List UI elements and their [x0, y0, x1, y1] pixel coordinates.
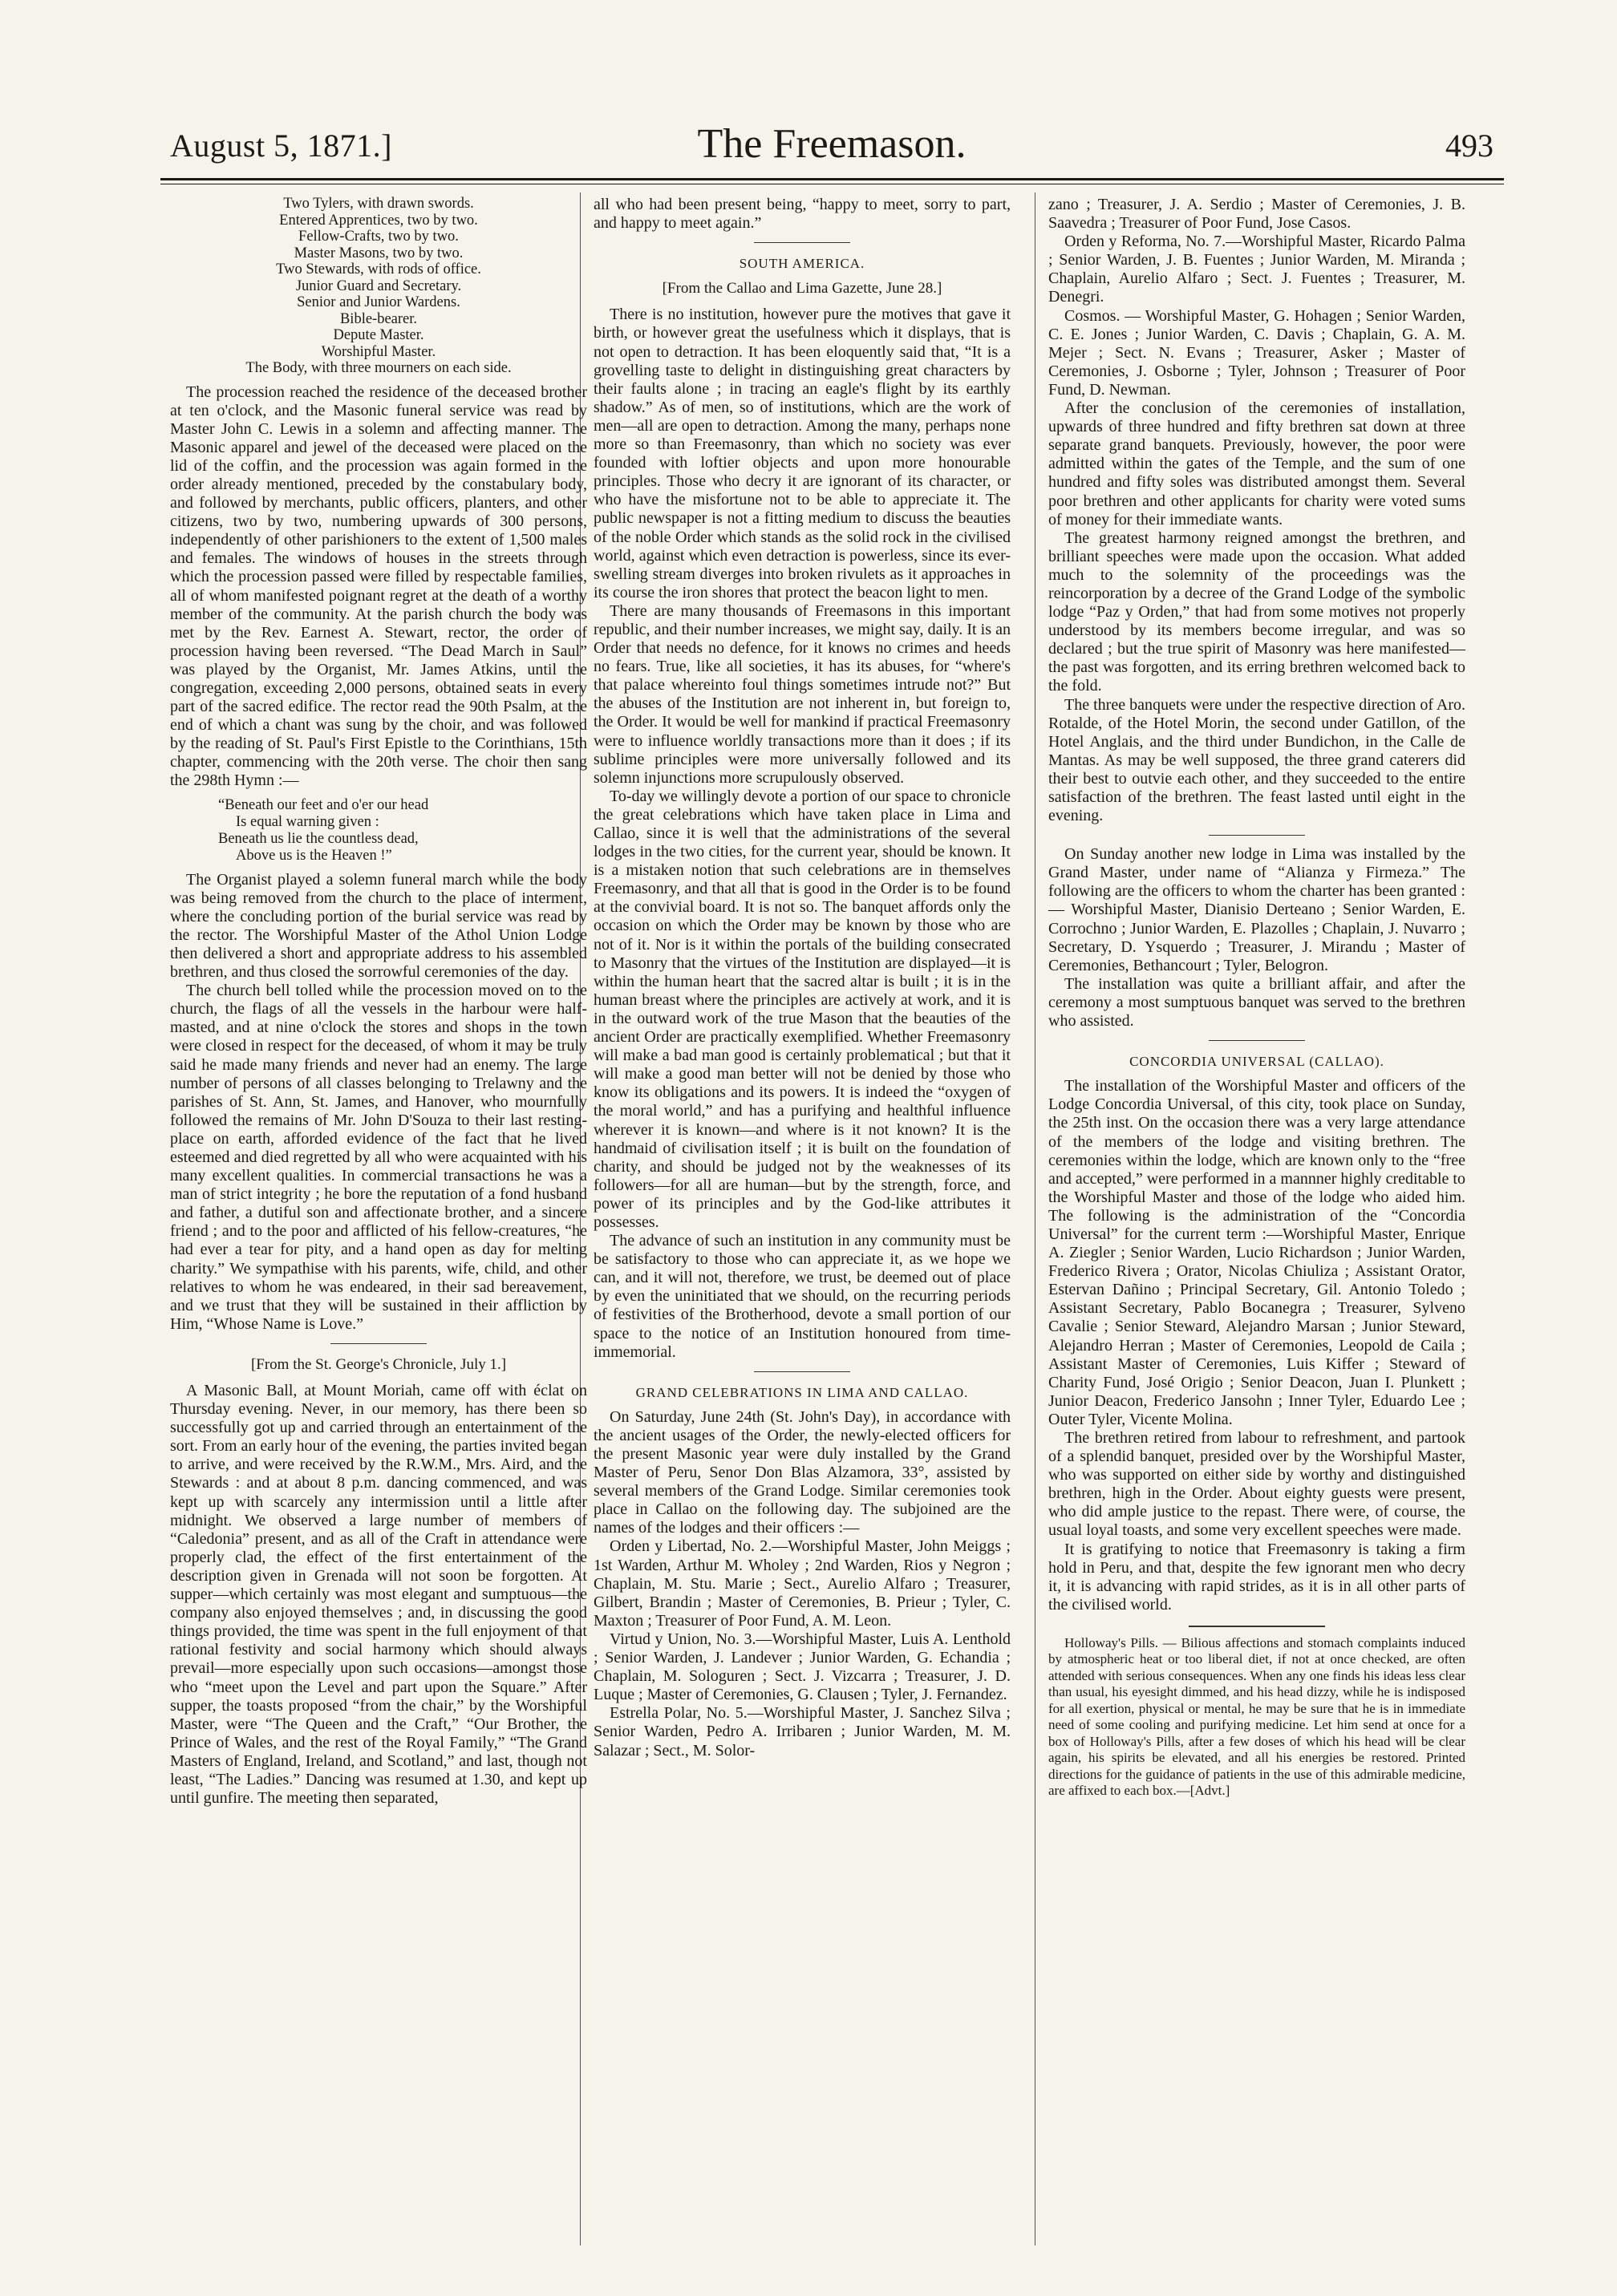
- paragraph: The brethren retired from labour to refreshment, and partook of a splendid banquet, presided over by the Worshipful Master, who was supported on either side by worthy and distinguished brethren, high in the Order. About eighty guests were present, who did ample justice to the repast. There were, of course, the usual loyal toasts, and some very excellent speeches were made.: [1048, 1429, 1465, 1540]
- paragraph: On Sunday another new lodge in Lima was installed by the Grand Master, under name of “Alianza y Firmeza.” The following are the officers to whom the charter has been granted :— Worshipful Master, Dianisio Derteano ; Senior Warden, E. Corrochno ; Junior Warden, E. Plazolles ; Chaplain, J. Nuvarro ; Secretary, D. Ysquerdo ; Treasurer, J. Mirandu ; Master of Ceremonies, Bethancourt ; Tyler, Belogron.: [1048, 845, 1465, 974]
- paragraph: The greatest harmony reigned amongst the brethren, and brilliant speeches were made upon the occasion. What added much to the solemnity of the proceedings was the reincorporation by a decree of the Grand Lodge of the symbolic lodge “Paz y Orden,” that had from some motives not properly understood by its members become irregular, and was so declared ; but the true spirit of Masonry was here manifested—the past was forgotten, and its erring brethren welcomed back to the fold.: [1048, 528, 1465, 695]
- paragraph: It is gratifying to notice that Freemasonry is taking a firm hold in Peru, and that, despite the few ignorant men who decry it, it is advancing with rapid strides, as it is in all other parts of the civilised world.: [1048, 1540, 1465, 1614]
- procession-line: Senior and Junior Wardens.: [297, 294, 460, 310]
- procession-line: Worshipful Master.: [321, 343, 436, 360]
- divider: [330, 1343, 427, 1344]
- paragraph: A Masonic Ball, at Mount Moriah, came off with éclat on Thursday evening. Never, in our memory, has there been so successfully got up and carried through an entertainment of the sort. From an early hour of the evening, the parties invited began to arrive, and were received by the R.W.M., Mrs. Aird, and the Stewards : and at about 8 p.m. dancing commenced, and was kept up with scarcely any intermission until a little after midnight. We observed a large number of members of “Caledonia” present, and as all of the Craft in attendance were properly clad, the effect of the first entertainment of the description given in Grenada will not soon be forgotten. At supper—which certainly was most elegant and sumptuous—the company also enjoyed themselves ; and, in discussing the good things provided, the time was spent in the full enjoyment of that rational festivity and social harmony which should always prevail—more especially upon such occasions—amongst those who “meet upon the Level and part upon the Square.” After supper, the toasts proposed “from the chair,” by the Worshipful Master, were “The Queen and the Craft,” “Our Brother, the Prince of Wales, and the rest of the Royal Family,” “The Grand Masters of England, Ireland, and Scotland,” and last, though not least, “The Ladies.” Dancing was resumed at 1.30, and kept up until gunfire. The meeting then separated,: [170, 1382, 587, 1808]
- column-1: [170, 196, 587, 1808]
- masthead: [170, 120, 1493, 176]
- paragraph: The advance of such an institution in any community must be be satisfactory to those who can appreciate it, as we hope we can, and it will not, therefore, we trust, be deemed out of place by even the uninitiated that we should, on the recurring periods of festivities of the Brotherhood, devote a small portion of our space to the notice of an Institution honoured from time-immemorial.: [594, 1232, 1011, 1361]
- procession-line: Two Stewards, with rods of office.: [276, 261, 481, 277]
- paragraph: There are many thousands of Freemasons in this important republic, and their number increases, we might say, daily. It is an Order that needs no defence, for it knows no crimes and heeds no fears. True, like all societies, it has its abuses, for “where's that palace whereinto foul things sometimes intrude not?” But the abuses of the Institution are not inherent in, but foreign to, the Order. It would be well for mankind if practical Freemasonry were to influence worldly transactions more than it does ; if its sublime principles were more universally followed and its solemn injunctions more scrupulously observed.: [594, 601, 1011, 787]
- divider: [1209, 835, 1305, 836]
- issue-date: August 5, 1871.]: [170, 128, 392, 164]
- hymn-line: Is equal warning given :: [236, 813, 379, 830]
- paragraph: zano ; Treasurer, J. A. Serdio ; Master of Ceremonies, J. B. Saavedra ; Treasurer of Poor Fund, Jose Casos.: [1048, 196, 1465, 233]
- divider: [1189, 1626, 1325, 1627]
- section-heading: GRAND CELEBRATIONS IN LIMA AND CALLAO.: [635, 1384, 969, 1400]
- hymn-line: “Beneath our feet and o'er our head: [218, 796, 429, 813]
- hymn-verse: [170, 797, 587, 865]
- paragraph: Estrella Polar, No. 5.—Worshipful Master, J. Sanchez Silva ; Senior Warden, Pedro A. Irribaren ; Junior Warden, M. M. Salazar ; Sect., M. Solor-: [594, 1704, 1011, 1759]
- paragraph: Virtud y Union, No. 3.—Worshipful Master, Luis A. Lenthold ; Senior Warden, J. Landever ; Junior Warden, G. Echandia ; Chaplain, M. Sologuren ; Sect. J. Vizcarra ; Treasurer, J. D. Luque ; Master of Ceremonies, G. Clausen ; Tyler, J. Fernandez.: [594, 1630, 1011, 1704]
- paragraph: The three banquets were under the respective direction of Aro. Rotalde, of the Hotel Morin, the second under Gatillon, of the Hotel Anglais, and the third under Bundichon, in the Calle de Mantas. As may be well supposed, the three grand caterers did their best to outvie each other, and they succeeded to the entire satisfaction of the brethren. The feast lasted until eight in the evening.: [1048, 695, 1465, 825]
- paragraph: There is no institution, however pure the motives that gave it birth, or however great the usefulness which it displays, that is not open to detraction. It has been eloquently said that, “It is a grovelling taste to delight in distinguishing great characters by their faults alone ; in tracing an eagle's flight by its earthly shadow.” As of men, so of institutions, which are the work of men—all are open to detraction. Among the many, perhaps none more so than Freemasonry, than which no society was ever founded with loftier objects and upon more honourable principles. Those who decry it are ignorant of its character, or who have the misfortune not to be able to appreciate it. The public newspaper is not a fitting medium to discuss the beauties of the noble Order which stands as the solid rock in the civilised world, against which even detraction is powerless, since its ever-swelling stream diverges into broken rivulets as it approaches in its course the iron shores that protect the beacon light to men.: [594, 306, 1011, 601]
- header-rule: [160, 178, 1504, 180]
- paragraph: all who had been present being, “happy to meet, sorry to part, and happy to meet again.”: [594, 196, 1011, 233]
- source-line: [From the Callao and Lima Gazette, June 28.]: [662, 280, 942, 298]
- paragraph: To-day we willingly devote a portion of our space to chronicle the great celebrations which have taken place in Lima and Callao, since it is well that the administrations of the several lodges in the two cities, for the current year, should be known. It is a mistaken notion that such celebrations are in themselves Freemasonry, and that all that is good in the Order is to be found at the convivial board. It is not so. The banquet affords only the occasion on which the Order may be known by those who are not of it. Nor is it within the portals of the building consecrated to Masonry that the virtues of the Institution are displayed—it is within the human heart that the sacred altar is built ; it is in the human breast where the principles are actively at work, and it is in the outward work of the true Mason that the beauties of the ancient Order are practically exemplified. Whether Freemasonry will make a bad man good is certainly problematical ; but that it will make a good man better will not be denied by those who know its obligations and its powers. It is indeed the “oxygen of the moral world,” and has a purifying and healthful influence wherever it is known—and where is it not known? It is the handmaid of civilisation itself ; it is built on the foundation of charity, and should be judged not by the weaknesses of its followers—for all are human—but by the strength, force, and power of its principles and by the God-like attributes it possesses.: [594, 787, 1011, 1231]
- procession-line: Fellow-Crafts, two by two.: [298, 229, 459, 245]
- paragraph: After the conclusion of the ceremonies of installation, upwards of three hundred and fifty brethren sat down at three separate grand banquets. Previously, however, the poor were admitted within the gates of the Temple, and the sum of one hundred and fifty soles was distributed amongst them. Several poor brethren and other applicants for charity were voted sums of money for their immediate wants.: [1048, 399, 1465, 528]
- divider: [754, 1371, 850, 1372]
- divider: [1209, 1040, 1305, 1041]
- procession-line: Entered Apprentices, two by two.: [279, 212, 478, 229]
- procession-line: Master Masons, two by two.: [294, 245, 464, 261]
- paragraph: On Saturday, June 24th (St. John's Day), in accordance with the ancient usages of the Order, the newly-elected officers for the present Masonic year were duly installed by the Grand Master of Peru, Senor Don Blas Alzamora, 33°, assisted by several members of the Grand Lodge. Similar ceremonies took place in Callao on the following day. The subjoined are the names of the lodges and their officers :—: [594, 1407, 1011, 1537]
- divider: [754, 242, 850, 243]
- hymn-line: Beneath us lie the countless dead,: [218, 830, 419, 847]
- newspaper-title: The Freemason.: [697, 121, 967, 167]
- paragraph: The church bell tolled while the procession moved on to the church, the flags of all the vessels in the harbour were half-masted, and at nine o'clock the stores and shops in the town were closed in respect for the deceased, of whom it may be truly said he made many friends and never had an enemy. The large number of persons of all classes belonging to Trelawny and the parishes of St. Ann, St. James, and Hanover, who mournfully followed the remains of Mr. John D'Souza to their last resting-place on earth, afforded evidence of the fact that he lived esteemed and died regretted by all who were acquainted with his many excellent qualities. In commercial transactions he was a man of strict integrity ; he bore the reputation of a fond husband and father, a dutiful son and affectionate brother, and a sincere friend ; and to the poor and afflicted of his fellow-creatures, “he had ever a tear for pity, and a hand open as day for melting charity.” We sympathise with his parents, wife, child, and other relatives to whom he was endeared, in their sad bereavement, and we trust that they will be sustained in their affliction by Him, “Whose Name is Love.”: [170, 982, 587, 1333]
- procession-line: Depute Master.: [333, 327, 424, 343]
- page-number: 493: [1445, 128, 1493, 164]
- column-2: [594, 196, 1011, 1760]
- paragraph: Orden y Libertad, No. 2.—Worshipful Master, John Meiggs ; 1st Warden, Arthur M. Wholey ; 2nd Warden, Rios y Negron ; Chaplain, M. Stu. Marie ; Sect., Aurelio Alfaro ; Treasurer, Gilbert, Brandin ; Master of Ceremonies, B. Prieur ; Tyler, C. Maxton ; Treasurer of Poor Fund, A. M. Leon.: [594, 1537, 1011, 1630]
- column-3: [1048, 196, 1465, 1800]
- hymn-line: Above us is the Heaven !”: [236, 847, 392, 864]
- paragraph: The installation was quite a brilliant affair, and after the ceremony a most sumptuous banquet was served to the brethren who assisted.: [1048, 974, 1465, 1031]
- procession-line: Bible-bearer.: [339, 310, 418, 327]
- section-heading: SOUTH AMERICA.: [739, 256, 865, 272]
- paragraph: The installation of the Worshipful Master and officers of the Lodge Concordia Universal, of this city, took place on Sunday, the 25th inst. On the occasion there was a very large attendance of the members of the lodge and visiting brethren. The ceremonies within the lodge, which are known only to the “free and accepted,” were performed in a mannner highly creditable to the Worshipful Master and those of the lodge who aided him. The following is the administration of the “Concordia Universal” for the current term :—Worshipful Master, Enrique A. Ziegler ; Senior Warden, Lucio Richardson ; Junior Warden, Frederico Rivera ; Orator, Nicolas Chiuliza ; Assistant Orator, Estervan Dañino ; Principal Secretary, Gil. Antonio Toledo ; Assistant Secretary, Pablo Bocanegra ; Treasurer, Sylveno Cavalie ; Senior Steward, Alejandro Marsan ; Junior Steward, Alejandro Herran ; Master of Ceremonies, Leopold de Caila ; Assistant Master of Ceremonies, Luis Kiffer ; Steward of Charity Fund, José Origio ; Senior Deacon, Juan I. Plunkett ; Junior Deacon, Frederico Jansohn ; Inner Tyler, Eduardo Lee ; Outer Tyler, Vicente Molina.: [1048, 1077, 1465, 1428]
- paragraph: Cosmos. — Worshipful Master, G. Hohagen ; Senior Warden, C. E. Jones ; Junior Warden, C. Davis ; Chaplain, G. A. M. Mejer ; Sect. N. Evans ; Treasurer, Asker ; Master of Ceremonies, J. Osborne ; Tyler, Johnson ; Treasurer of Poor Fund, D. Newman.: [1048, 306, 1465, 399]
- procession-order: [170, 196, 587, 377]
- procession-line: The Body, with three mourners on each side.: [245, 360, 512, 376]
- paragraph: The procession reached the residence of the deceased brother at ten o'clock, and the Masonic funeral service was read by Master John C. Lewis in a solemn and affecting manner. The Masonic apparel and jewel of the deceased were placed on the lid of the coffin, and the procession was again formed in the order already mentioned, preceded by the constabulary body, and followed by merchants, public officers, planters, and other citizens, two by two, numbering upwards of 300 persons, independently of other parishioners to the extent of 1,500 males and females. The windows of houses in the streets through which the procession passed were filled by respectable families, all of whom manifested poignant regret at the death of a worthy member of the community. At the parish church the body was met by the Rev. Earnest A. Stewart, rector, the order of procession having been reversed. “The Dead March in Saul” was played by the Organist, Mr. James Atkins, until the congregation, exceeding 2,000 persons, obtained seats in every part of the sacred edifice. The rector read the 90th Psalm, at the end of which a chant was sung by the choir, and was followed by the reading of St. Paul's First Epistle to the Corinthians, 15th chapter, commencing with the 20th verse. The choir then sang the 298th Hymn :—: [170, 383, 587, 790]
- section-heading: CONCORDIA UNIVERSAL (CALLAO).: [1129, 1054, 1384, 1070]
- procession-line: Junior Guard and Secretary.: [295, 277, 462, 294]
- paragraph: The Organist played a solemn funeral march while the body was being removed from the church to the place of interment, where the concluding portion of the burial service was read by the rector. The Worshipful Master of the Athol Union Lodge then delivered a short and appropriate address to his assembled brethren, and thus closed the sorrowful ceremonies of the day.: [170, 870, 587, 982]
- source-line: [From the St. George's Chronicle, July 1.]: [250, 1355, 507, 1373]
- paragraph: Orden y Reforma, No. 7.—Worshipful Master, Ricardo Palma ; Senior Warden, J. B. Fuentes ; Junior Warden, M. Miranda ; Chaplain, Aurelio Alfaro ; Sect. J. Fuentes ; Treasurer, M. Denegri.: [1048, 233, 1465, 306]
- advertisement: Holloway's Pills. — Bilious affections and stomach complaints induced by atmospheric heat or too liberal diet, if not at once checked, are often attended with serious consequences. When any one finds his ideas less clear than usual, his eyesight dimmed, and his head dizzy, while he is indisposed for all exertion, physical or mental, he may be sure that he is in immediate need of some cooling and purifying medicine. Let him send at once for a box of Holloway's Pills, after a few doses of which his head will be clear again, his spirits be elevated, and all his energies be restored. Printed directions for the guidance of patients in the use of this admirable medicine, are affixed to each box.—[Advt.]: [1048, 1634, 1465, 1799]
- procession-line: Two Tylers, with drawn swords.: [283, 196, 474, 212]
